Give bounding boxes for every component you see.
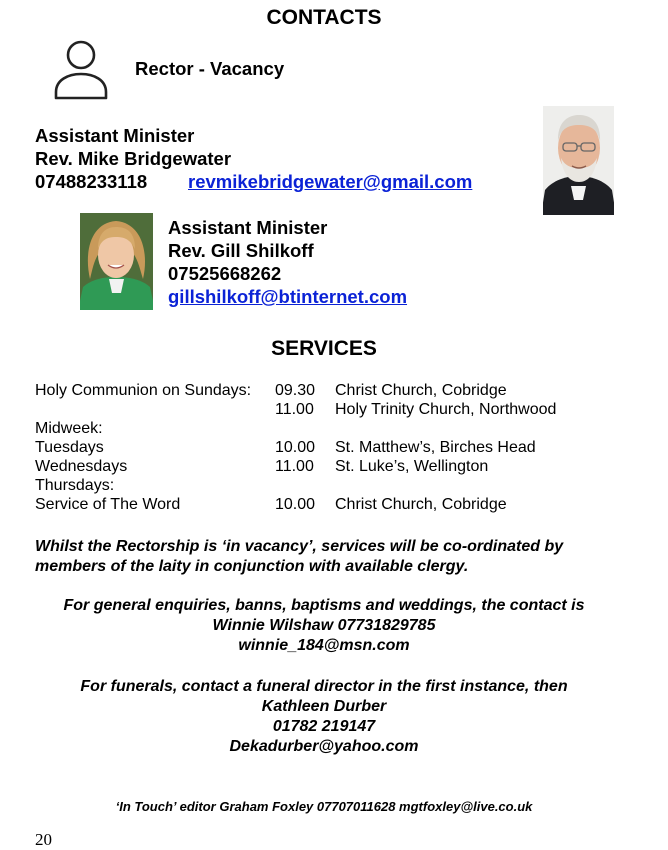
- service-place: Christ Church, Cobridge: [335, 496, 507, 513]
- funerals-contact-phone: 01782 219147: [272, 718, 376, 735]
- enquiries-notice: [0, 596, 648, 656]
- service-label: Tuesdays: [35, 439, 104, 456]
- service-label: Holy Communion on Sundays:: [35, 382, 252, 399]
- vacancy-notice-line: members of the laity in conjunction with available clergy.: [35, 558, 469, 575]
- contacts-heading: CONTACTS: [266, 6, 382, 29]
- service-time: 10.00: [275, 496, 316, 513]
- service-label: Service of The Word: [35, 496, 181, 513]
- funerals-line: For funerals, contact a funeral director in the first instance, then: [80, 678, 568, 695]
- editor-credit: ‘In Touch’ editor Graham Foxley 07707011628 mgtfoxley@live.co.uk: [115, 799, 533, 814]
- service-time: 10.00: [275, 439, 316, 456]
- service-label: [35, 400, 275, 419]
- service-time: 11.00: [275, 458, 314, 475]
- enquiries-contact-email: winnie_184@msn.com: [238, 637, 410, 654]
- person-outline-icon: [48, 34, 114, 102]
- minister1-phone: 07488233118: [35, 171, 148, 192]
- service-place: Christ Church, Cobridge: [335, 382, 507, 399]
- service-row: [35, 457, 635, 476]
- service-row: [35, 419, 635, 438]
- services-heading: SERVICES: [271, 337, 377, 360]
- enquiries-contact-name: Winnie Wilshaw 07731829785: [212, 617, 436, 634]
- minister2-role: Assistant Minister: [168, 217, 328, 238]
- service-row: [35, 438, 635, 457]
- minister1-role: Assistant Minister: [35, 125, 195, 146]
- rector-vacancy-label: Rector - Vacancy: [135, 58, 285, 79]
- minister2-name: Rev. Gill Shilkoff: [168, 240, 314, 261]
- minister1-photo: [543, 106, 614, 215]
- service-time: 11.00: [275, 401, 314, 418]
- service-label: Midweek:: [35, 420, 103, 437]
- funerals-contact-name: Kathleen Durber: [261, 698, 387, 715]
- vacancy-notice-line: Whilst the Rectorship is ‘in vacancy’, services will be co-ordinated by: [35, 538, 564, 555]
- funerals-notice: [0, 677, 648, 757]
- service-row: [35, 381, 635, 400]
- enquiries-line: For general enquiries, banns, baptisms and weddings, the contact is: [63, 597, 585, 614]
- minister2-photo: [80, 213, 153, 310]
- service-place: St. Luke’s, Wellington: [335, 458, 489, 475]
- service-row: [35, 495, 635, 514]
- minister1-email-link[interactable]: revmikebridgewater@gmail.com: [188, 171, 473, 192]
- minister2-phone: 07525668262: [168, 263, 282, 284]
- service-time: [275, 419, 335, 438]
- minister1-name: Rev. Mike Bridgewater: [35, 148, 232, 169]
- service-time: 09.30: [275, 382, 316, 399]
- service-row: [35, 476, 635, 495]
- minister2-email-link[interactable]: gillshilkoff@btinternet.com: [168, 286, 408, 307]
- service-time: [275, 476, 335, 495]
- service-place: St. Matthew’s, Birches Head: [335, 439, 536, 456]
- page-number: 20: [35, 830, 52, 849]
- vacancy-notice: [35, 537, 645, 577]
- service-label: Thursdays:: [35, 477, 115, 494]
- service-label: Wednesdays: [35, 458, 128, 475]
- service-row: [35, 400, 635, 419]
- funerals-contact-email: Dekadurber@yahoo.com: [229, 738, 419, 755]
- services-table: [35, 381, 635, 514]
- service-place: Holy Trinity Church, Northwood: [335, 401, 557, 418]
